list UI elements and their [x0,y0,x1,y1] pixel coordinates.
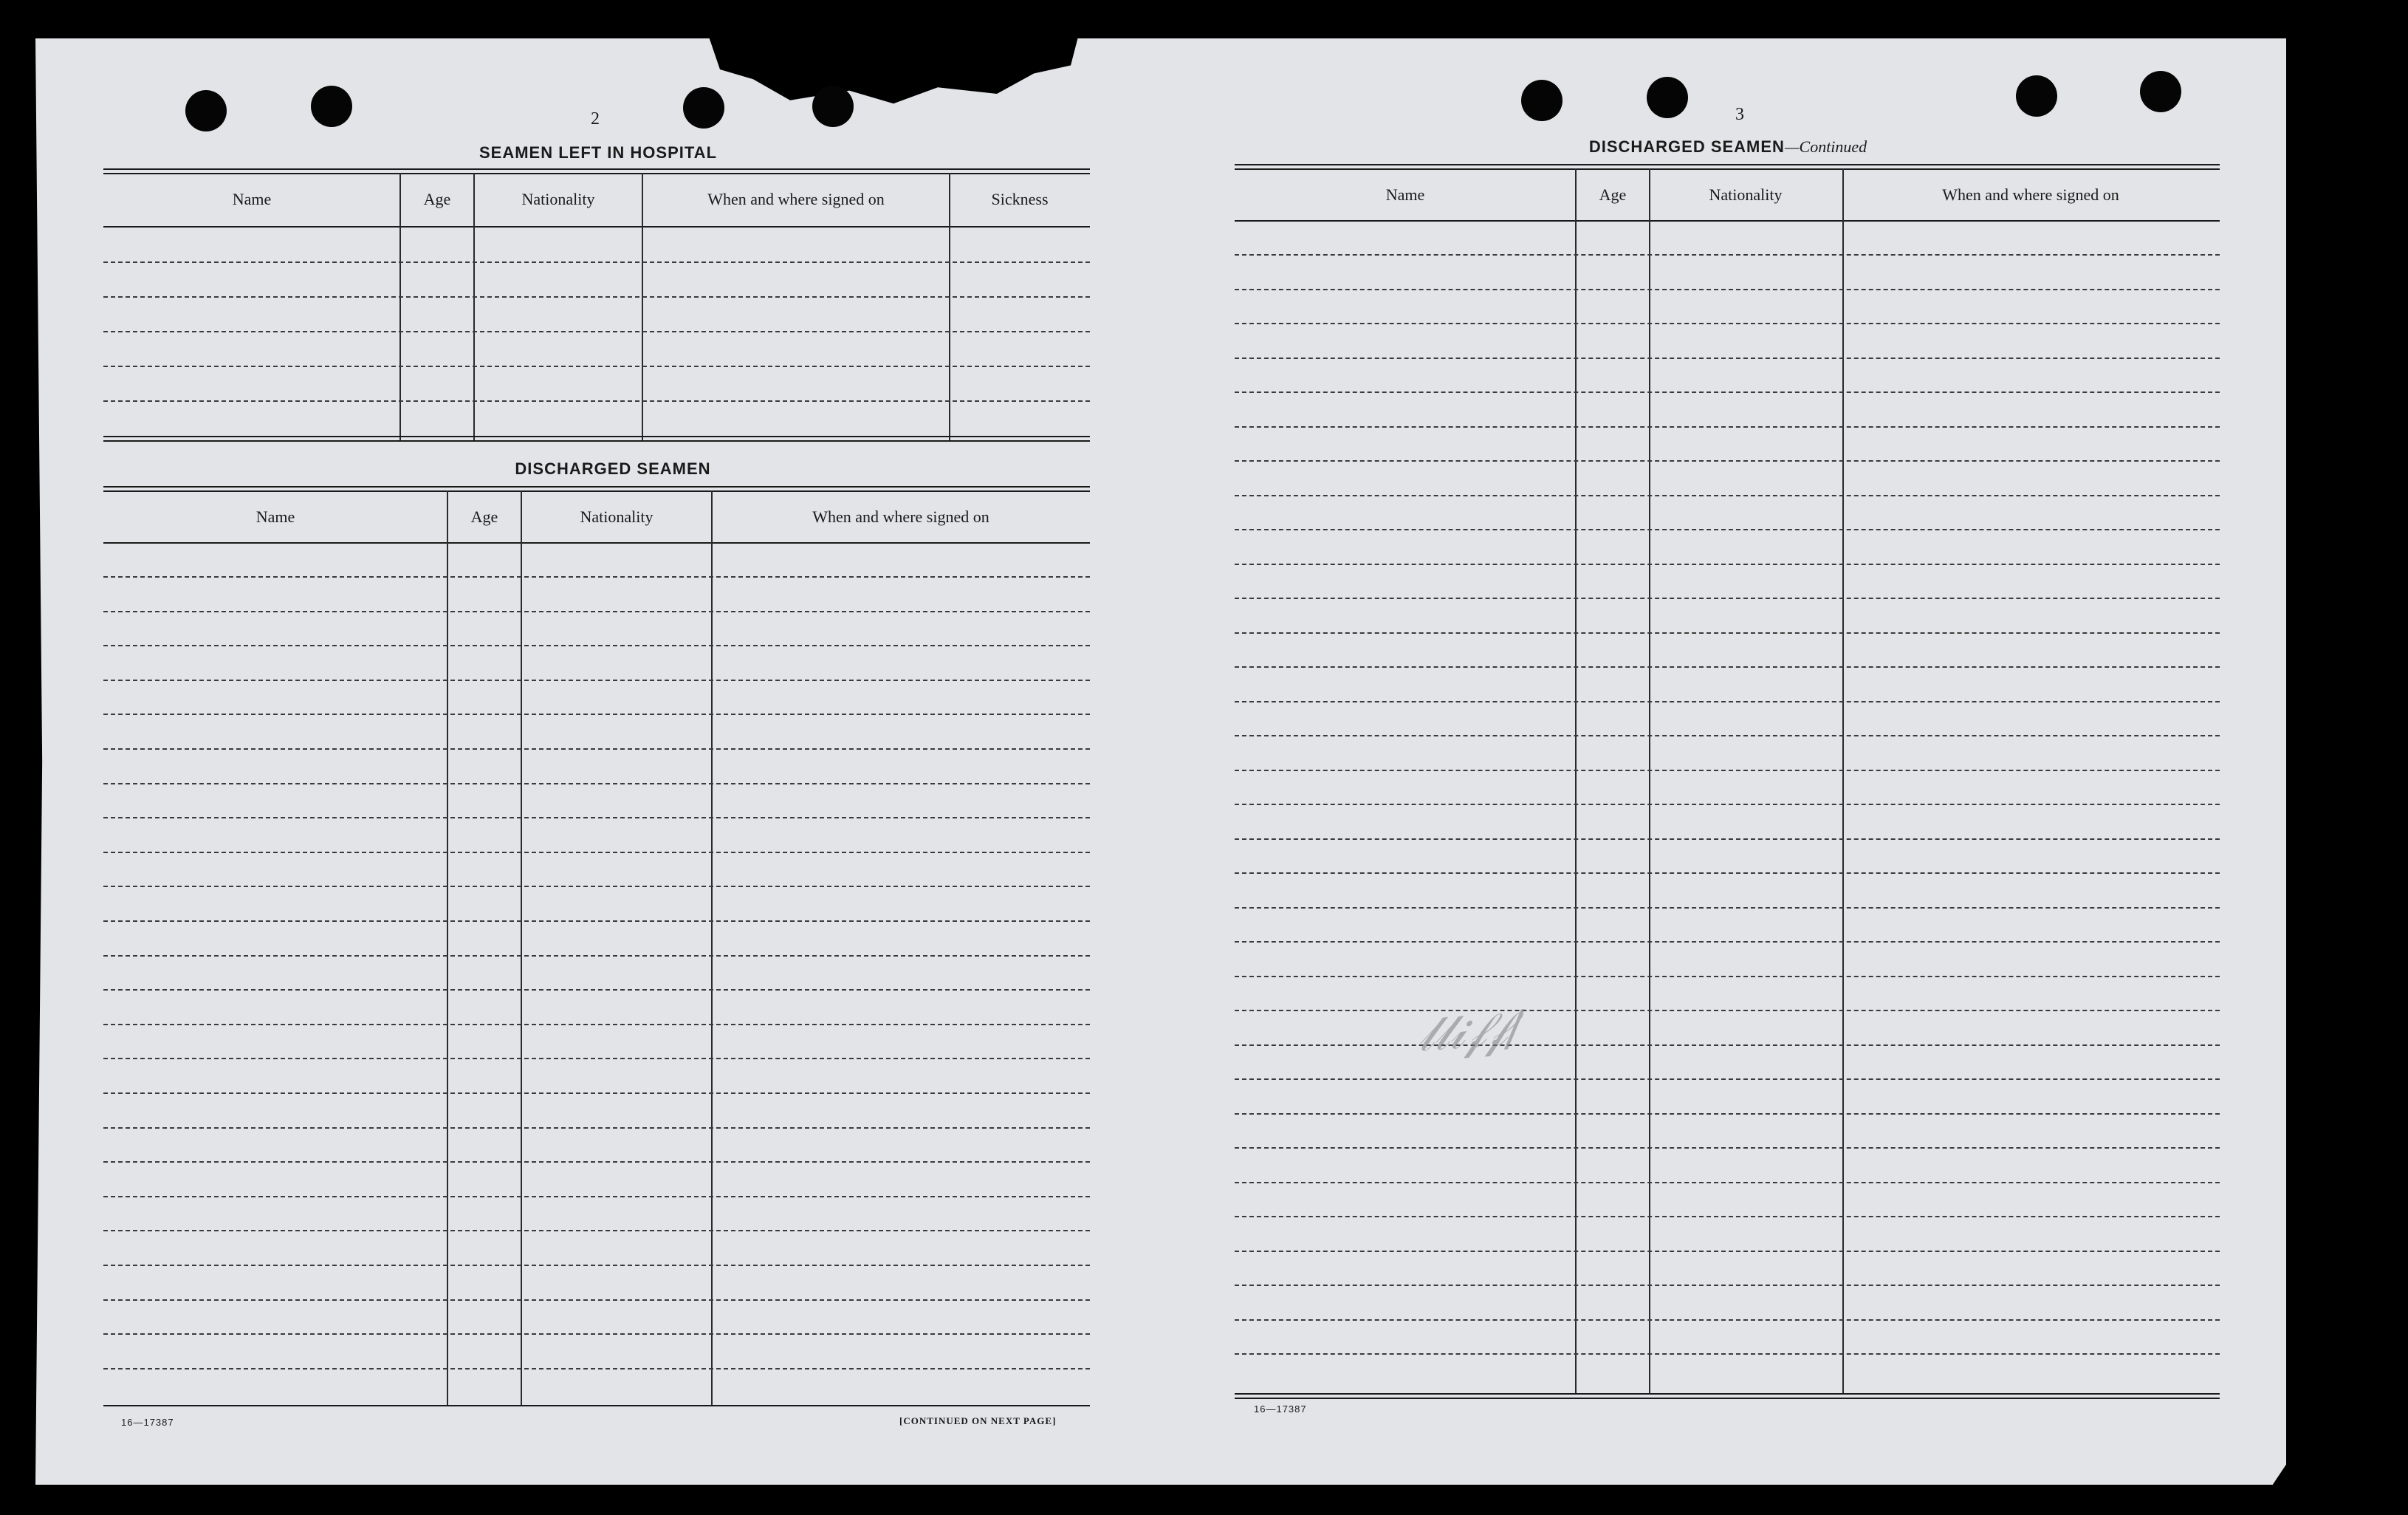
row-rule [1235,391,2220,393]
row-rule [1235,666,2220,668]
row-rule [1235,1285,2220,1286]
title-main: DISCHARGED SEAMEN [1588,137,1785,156]
row-rule [1235,1216,2220,1217]
header-nationality: Nationality [580,507,654,526]
continued-note: [CONTINUED ON NEXT PAGE] [899,1415,1057,1426]
row-rule [1235,564,2220,565]
row-rule [1235,976,2220,977]
table-top-rule [1235,164,2220,170]
page-number: 3 [1735,105,1744,124]
row-rule [1235,426,2220,428]
header-age: Age [470,507,498,526]
column-divider [1842,168,1844,1393]
header-name: Name [232,190,272,208]
row-rule [1235,1010,2220,1011]
row-rule [1235,907,2220,909]
form-number: 16—17387 [1254,1403,1307,1415]
header-age: Age [1599,185,1627,204]
table-bottom-rule [1235,1393,2220,1399]
column-divider [1575,168,1577,1393]
discharged-section-title: DISCHARGED SEAMEN [515,459,711,478]
header-signed-on: When and where signed on [812,507,989,526]
row-rule [1235,460,2220,462]
row-rule [1235,701,2220,702]
row-rule [1235,838,2220,840]
row-rule [1235,770,2220,771]
header-signed-on: When and where signed on [1942,185,2119,204]
row-rule [1235,289,2220,290]
row-rule [1235,1113,2220,1115]
title-suffix: —Continued [1784,137,1867,156]
row-rule [1235,529,2220,530]
row-rule [1235,735,2220,736]
row-rule [1235,1044,2220,1046]
discharged-continued-title [1235,137,2221,157]
header-rule [1235,220,2220,222]
row-rule [1235,323,2220,324]
faint-handwritten-mark: 𝓁𝓁𝒾𝒻𝒻/ [1416,1001,1525,1063]
hospital-section-title: SEAMEN LEFT IN HOSPITAL [478,143,718,162]
table-header [1235,170,2220,220]
row-rule [1235,1251,2220,1252]
row-rule [1235,1147,2220,1149]
row-rule [1235,941,2220,943]
row-rule [1235,495,2220,496]
row-rule [1235,1319,2220,1321]
page-number: 2 [591,109,600,129]
row-rule [1235,1078,2220,1080]
header-nationality: Nationality [521,190,595,208]
row-rule [1235,632,2220,634]
discharged-continued-table [1235,164,2220,1398]
row-rule [1235,872,2220,874]
row-rule [1235,598,2220,599]
row-rule [1235,358,2220,359]
form-number: 16—17387 [121,1417,174,1428]
row-rule [1235,254,2220,256]
header-name: Name [1385,185,1425,204]
row-rule [1235,1182,2220,1183]
header-sickness: Sickness [991,190,1049,208]
header-nationality: Nationality [1709,185,1783,204]
row-rule [1235,804,2220,805]
header-age: Age [423,190,451,208]
header-signed-on: When and where signed on [707,190,885,208]
row-rule [1235,1353,2220,1355]
column-divider [1649,168,1650,1393]
header-name: Name [255,507,295,526]
